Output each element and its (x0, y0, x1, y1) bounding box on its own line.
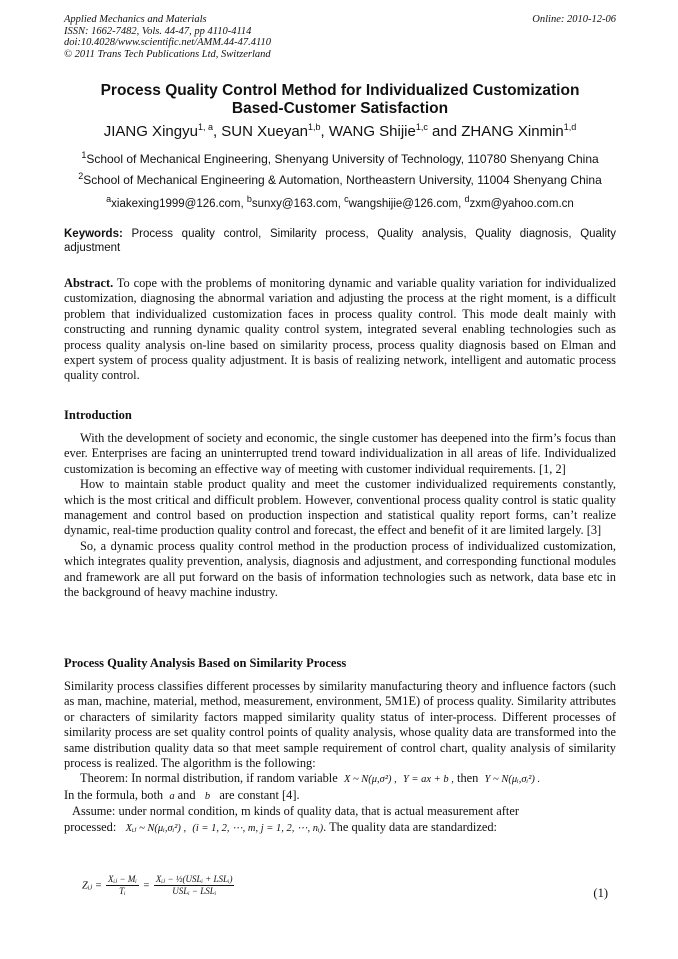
equation-lhs: Zᵢⱼ = (82, 880, 102, 892)
author-affiliation-mark: 1,b (308, 122, 321, 132)
journal-name: Applied Mechanics and Materials (64, 14, 207, 25)
affiliation-2 (64, 171, 616, 187)
quality-analysis-body (64, 679, 616, 836)
title-line-2: Based-Customer Satisfaction (231, 100, 449, 117)
online-date: Online: 2010-12-06 (532, 14, 616, 25)
email-mark: b (246, 194, 252, 204)
email-link[interactable]: xiakexing1999@126.com, (111, 197, 247, 210)
email-link[interactable]: wangshijie@126.com, (348, 197, 465, 210)
affiliation-mark: 1 (81, 150, 87, 160)
math-symbol: a (169, 790, 175, 802)
equation-fraction-1 (106, 874, 139, 896)
assume-text: processed: (64, 819, 117, 834)
math-expression: Xᵢⱼ ~ N(μᵢ,σᵢ²) , (125, 822, 187, 834)
note-text: In the formula, both (64, 787, 164, 802)
theorem-text: then (457, 771, 479, 786)
author-separator: , (212, 123, 222, 140)
assume-text: . The quality data are standardized: (323, 819, 497, 834)
equation-fraction-2 (154, 874, 235, 896)
keywords-label: Keywords: (64, 228, 123, 240)
section-heading-introduction: Introduction (64, 408, 132, 422)
author-emails (64, 194, 616, 210)
affiliation-text: School of Mechanical Engineering & Automation, Northeastern University, 11004 Shenyang China (83, 173, 602, 187)
author-affiliation-mark: 1, a (197, 122, 213, 132)
paper-title (64, 82, 616, 118)
math-expression: Y ~ N(μᵢ,σᵢ²) . (484, 774, 541, 786)
note-text: and (177, 787, 196, 802)
section-heading-quality-analysis: Process Quality Analysis Based on Similarity Process (64, 656, 347, 670)
theorem-note (64, 788, 616, 804)
email-mark: c (344, 194, 349, 204)
affiliation-mark: 2 (78, 171, 84, 181)
author-separator: and (427, 123, 462, 140)
equation-1 (82, 874, 616, 912)
email-link[interactable]: zxm@yahoo.com.cn (469, 197, 574, 210)
email-mark: a (106, 194, 112, 204)
intro-paragraph: How to maintain stable product quality and meet the customer individualized requirements constantly, which is the most critical and difficult problem. However, conventional process quality control is static quality management and control based on production inspection and statistical quality report forms, can’t realize dynamic, real-time production quality control and forecast, the effect and benefit of it are limited largely. [3] (64, 477, 616, 538)
equation-number: (1) (593, 886, 608, 900)
affiliation-1 (64, 150, 616, 166)
intro-paragraph: With the development of society and economic, the single customer has deepened into the firm’s focus than ever. Enterprises are facing an uninterrupted trend toward individualization in all areas of life. Individualized customization is becoming an effective way of meeting with customer individual requirements. [1, 2] (64, 431, 616, 476)
fraction-numerator: Xᵢⱼ − Mᵢ (108, 874, 137, 884)
abstract-label: Abstract. (64, 276, 114, 290)
analysis-paragraph: Similarity process classifies different processes by similarity manufacturing theory and influence factors (such as man, machine, material, method, measurement, environment, 5M1E) of process quality. Similarity attributes or characters of similarity factors mapped similarity quality status of inter-process. Different processes of similarity process are set quality control points of quality analysis, whose quality data are transformed into the same distribution quality data so that meet sample requirement of control chart, quality analysis of similarity process is realized. The algorithm is the following: (64, 679, 616, 771)
math-expression: Y = ax + b , (402, 774, 454, 786)
fraction-denominator: Tᵢ (119, 886, 126, 896)
issn-line: ISSN: 1662-7482, Vols. 44-47, pp 4110-4114 (64, 25, 252, 37)
author-affiliation-mark: 1,c (415, 122, 428, 132)
fraction-numerator: Xᵢⱼ − ½(USLᵢ + LSLᵢ) (155, 874, 233, 884)
abstract (64, 276, 616, 384)
theorem-line (64, 771, 616, 787)
email-mark: d (464, 194, 470, 204)
author-name: WANG Shijie (328, 123, 416, 140)
assume-line: Assume: under normal condition, m kinds of quality data, that is actual measurement after (72, 804, 519, 819)
affiliation-text: School of Mechanical Engineering, Shenyang University of Technology, 110780 Shenyang China (86, 152, 599, 166)
journal-header (64, 14, 616, 60)
doi-line: doi:10.4028/www.scientific.net/AMM.44-47.4110 (64, 37, 271, 48)
author-affiliation-mark: 1,d (563, 122, 577, 132)
introduction-body (64, 431, 616, 600)
math-expression: (i = 1, 2, ⋯, m, j = 1, 2, ⋯, nᵢ) (192, 822, 324, 834)
author-separator: , (320, 123, 329, 140)
note-text: are constant [4]. (219, 787, 300, 802)
fraction-denominator: USLᵢ − LSLᵢ (172, 886, 217, 896)
abstract-text: To cope with the problems of monitoring dynamic and variable quality variation for individualized customization, diagnosing the abnormal variation and adjusting the process at the right moment, is a difficult problem that individualized customization faces in process quality control. This mode dealt mainly with constructing and running dynamic quality control system, integrated several enabling technologies such as process quality analysis on-line based on similarity process, process quality diagnosis based on Elman and expert system of process quality adjustment. It is basis of realizing network, intelligent and automatic process quality control. (64, 276, 616, 383)
keywords (64, 227, 616, 255)
math-symbol: b (204, 790, 211, 802)
keywords-text: Process quality control, Similarity process, Quality analysis, Quality diagnosis, Quality adjustment (64, 228, 616, 254)
email-link[interactable]: sunxy@163.com, (251, 197, 345, 210)
copyright-line: © 2011 Trans Tech Publications Ltd, Switzerland (64, 48, 271, 60)
theorem-text: Theorem: In normal distribution, if random variable (80, 771, 338, 786)
author-name: JIANG Xingyu (103, 123, 198, 140)
author-name: SUN Xueyan (221, 123, 309, 140)
title-line-1: Process Quality Control Method for Individualized Customization (100, 82, 580, 99)
math-expression: X ~ N(μ,σ²) , (343, 774, 397, 786)
assume-expression-line (64, 820, 616, 836)
intro-paragraph: So, a dynamic process quality control method in the production process of individualized customization, which integrates quality prevention, analysis, diagnosis and adjustment, and corresponding functional modules and framework are all put forward on the basis of information technologies such as network, data base etc in the background of heavy machine industry. (64, 538, 616, 600)
author-name: ZHANG Xinmin (461, 123, 564, 140)
equals-sign: = (142, 880, 150, 892)
author-list (64, 122, 616, 140)
